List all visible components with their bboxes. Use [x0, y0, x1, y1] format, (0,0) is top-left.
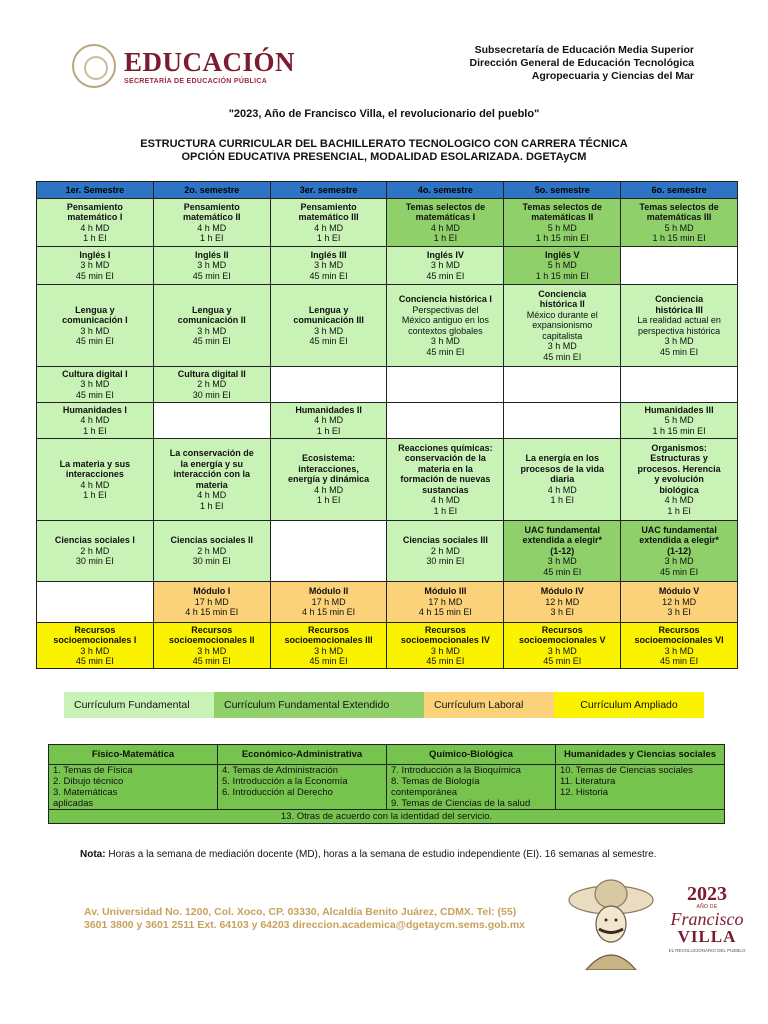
course-cell: Módulo III 17 h MD 4 h 15 min EI [387, 582, 504, 623]
course-cell: Recursos socioemocionales VI 3 h MD 45 min EI [621, 623, 738, 669]
logo-title: EDUCACIÓN [124, 46, 296, 77]
course-cell: Recursos socioemocionales I 3 h MD 45 min EI [37, 623, 154, 669]
legend-fundamental: Currículum Fundamental [64, 692, 214, 718]
area-header: Económico-Administrativa [218, 745, 387, 765]
empty-cell [504, 403, 621, 439]
course-cell: Inglés III 3 h MD 45 min EI [270, 247, 387, 285]
table-row [37, 439, 738, 521]
course-cell: Temas selectos de matemáticas III 5 h MD 1 h 15 min EI [621, 199, 738, 247]
course-cell: Humanidades I 4 h MD 1 h EI [37, 403, 154, 439]
emblem-surname: VILLA [677, 927, 737, 946]
course-cell: Recursos socioemocionales II 3 h MD 45 min EI [153, 623, 270, 669]
address-line-2: 3601 3800 y 3601 2511 Ext. 64103 y 64203 direccion.academica@dgetaycm.sems.gob.mx [84, 919, 526, 931]
area-cell: 4. Temas de Administración 5. Introducción a la Economía 6. Introducción al Derecho [218, 765, 387, 810]
empty-cell [270, 521, 387, 582]
areas-content-row [49, 765, 725, 810]
table-row [37, 367, 738, 403]
table-row [37, 623, 738, 669]
course-cell: Módulo II 17 h MD 4 h 15 min EI [270, 582, 387, 623]
course-cell: Ecosistema: interacciones, energía y dinámica 4 h MD 1 h EI [270, 439, 387, 521]
empty-cell [504, 367, 621, 403]
course-cell: Temas selectos de matemáticas II 5 h MD 1 h 15 min EI [504, 199, 621, 247]
area-cell: 10. Temas de Ciencias sociales 11. Literatura 12. Historia [556, 765, 725, 810]
course-cell: Inglés I 3 h MD 45 min EI [37, 247, 154, 285]
semester-header-row [37, 182, 738, 199]
areas-footer: 13. Otras de acuerdo con la identidad del servicio. [49, 810, 725, 824]
emblem-small: AÑO DE [696, 904, 718, 910]
empty-cell [387, 403, 504, 439]
table-row [37, 199, 738, 247]
area-header: Químico-Biológica [387, 745, 556, 765]
course-cell: Lengua y comunicación II 3 h MD 45 min EI [153, 285, 270, 367]
empty-cell [37, 582, 154, 623]
course-cell: Lengua y comunicación I 3 h MD 45 min EI [37, 285, 154, 367]
sep-logo [72, 44, 295, 88]
semester-header: 4o. semestre [387, 182, 504, 199]
semester-header: 3er. semestre [270, 182, 387, 199]
legend-laboral: Currículum Laboral [424, 692, 554, 718]
course-cell: Módulo IV 12 h MD 3 h EI [504, 582, 621, 623]
legend-ampliado: Currículum Ampliado [554, 692, 704, 718]
footer-address [84, 906, 554, 932]
curriculum-table [36, 181, 738, 669]
course-cell: Recursos socioemocionales V 3 h MD 45 min EI [504, 623, 621, 669]
course-cell: Ciencias sociales II 2 h MD 30 min EI [153, 521, 270, 582]
course-cell: Módulo I 17 h MD 4 h 15 min EI [153, 582, 270, 623]
area-cell: 7. Introducción a la Bioquímica 8. Temas de Biología contemporánea 9. Temas de Ciencias de la salud [387, 765, 556, 810]
course-cell: Inglés IV 3 h MD 45 min EI [387, 247, 504, 285]
legend-extendido: Currículum Fundamental Extendido [214, 692, 424, 718]
note-label: Nota: [80, 849, 106, 860]
course-cell: Humanidades III 5 h MD 1 h 15 min EI [621, 403, 738, 439]
empty-cell [621, 367, 738, 403]
course-cell: Cultura digital I 3 h MD 45 min EI [37, 367, 154, 403]
empty-cell [387, 367, 504, 403]
course-cell: Humanidades II 4 h MD 1 h EI [270, 403, 387, 439]
course-cell: Ciencias sociales III 2 h MD 30 min EI [387, 521, 504, 582]
emblem-tagline: EL REVOLUCIONARIO DEL PUEBLO [668, 948, 746, 953]
course-cell: Módulo V 12 h MD 3 h EI [621, 582, 738, 623]
emblem-name: Francisco [670, 909, 744, 929]
course-cell: Organismos: Estructuras y procesos. Herencia y evolución biológica 4 h MD 1 h EI [621, 439, 738, 521]
header-line-2: Dirección General de Educación Tecnológica [469, 57, 694, 69]
course-cell: Cultura digital II 2 h MD 30 min EI [153, 367, 270, 403]
areas-header-row [49, 745, 725, 765]
legend [64, 692, 704, 718]
areas-footer-row [49, 810, 725, 824]
course-cell: Lengua y comunicación III 3 h MD 45 min EI [270, 285, 387, 367]
areas-table [48, 744, 725, 824]
course-cell: Inglés II 3 h MD 45 min EI [153, 247, 270, 285]
course-cell: Recursos socioemocionales IV 3 h MD 45 min EI [387, 623, 504, 669]
footnote [80, 848, 700, 862]
header-institution [470, 44, 694, 83]
course-cell: La energía en los procesos de la vida diaria 4 h MD 1 h EI [504, 439, 621, 521]
course-cell: Pensamiento matemático III 4 h MD 1 h EI [270, 199, 387, 247]
header-line-3: Agropecuaria y Ciencias del Mar [531, 70, 694, 82]
semester-header: 2o. semestre [153, 182, 270, 199]
logo-subtitle: SECRETARÍA DE EDUCACIÓN PÚBLICA [124, 77, 268, 85]
course-cell: UAC fundamental extendida a elegir* (1-12) 3 h MD 45 min EI [504, 521, 621, 582]
note-text: Horas a la semana de mediación docente (MD), horas a la semana de estudio independiente (EI). 16 semanas al semestre. [105, 849, 657, 860]
document-title [0, 138, 768, 164]
course-cell: Pensamiento matemático I 4 h MD 1 h EI [37, 199, 154, 247]
empty-cell [270, 367, 387, 403]
villa-2023-emblem [566, 868, 746, 978]
course-cell: Pensamiento matemático II 4 h MD 1 h EI [153, 199, 270, 247]
title-line-2: OPCIÓN EDUCATIVA PRESENCIAL, MODALIDAD ESOLARIZADA. DGETAyCM [181, 151, 587, 163]
course-cell: Conciencia histórica I Perspectivas del México antiguo en los contextos globales 3 h MD 45 min EI [387, 285, 504, 367]
course-cell: Recursos socioemocionales III 3 h MD 45 min EI [270, 623, 387, 669]
semester-header: 6o. semestre [621, 182, 738, 199]
course-cell: Inglés V 5 h MD 1 h 15 min EI [504, 247, 621, 285]
emblem-text [662, 884, 752, 953]
table-row [37, 285, 738, 367]
course-cell: Ciencias sociales I 2 h MD 30 min EI [37, 521, 154, 582]
title-line-1: ESTRUCTURA CURRICULAR DEL BACHILLERATO TECNOLOGICO CON CARRERA TÉCNICA [140, 138, 628, 150]
semester-header: 1er. Semestre [37, 182, 154, 199]
address-line-1: Av. Universidad No. 1200, Col. Xoco, CP. 03330, Alcaldía Benito Juárez, CDMX. Tel: (55) [84, 906, 517, 918]
table-row [37, 582, 738, 623]
national-seal-icon [72, 44, 116, 88]
course-cell: UAC fundamental extendida a elegir* (1-12) 3 h MD 45 min EI [621, 521, 738, 582]
empty-cell [621, 247, 738, 285]
header-line-1: Subsecretaría de Educación Media Superior [474, 44, 694, 56]
area-cell: 1. Temas de Física 2. Dibujo técnico 3. Matemáticas aplicadas [49, 765, 218, 810]
course-cell: La materia y sus interacciones 4 h MD 1 h EI [37, 439, 154, 521]
table-row [37, 521, 738, 582]
course-cell: La conservación de la energía y su interacción con la materia 4 h MD 1 h EI [153, 439, 270, 521]
area-header: Humanidades y Ciencias sociales [556, 745, 725, 765]
course-cell: Conciencia histórica II México durante el expansionismo capitalista 3 h MD 45 min EI [504, 285, 621, 367]
table-row [37, 247, 738, 285]
semester-header: 5o. semestre [504, 182, 621, 199]
empty-cell [153, 403, 270, 439]
course-cell: Reacciones químicas: conservación de la materia en la formación de nuevas sustancias 4 h MD 1 h EI [387, 439, 504, 521]
area-header: Físico-Matemática [49, 745, 218, 765]
course-cell: Conciencia histórica III La realidad actual en perspectiva histórica 3 h MD 45 min EI [621, 285, 738, 367]
motto: "2023, Año de Francisco Villa, el revolucionario del pueblo" [228, 108, 540, 120]
table-row [37, 403, 738, 439]
villa-portrait-icon [566, 874, 656, 970]
course-cell: Temas selectos de matemáticas I 4 h MD 1 h EI [387, 199, 504, 247]
emblem-year: 2023 [687, 883, 727, 905]
